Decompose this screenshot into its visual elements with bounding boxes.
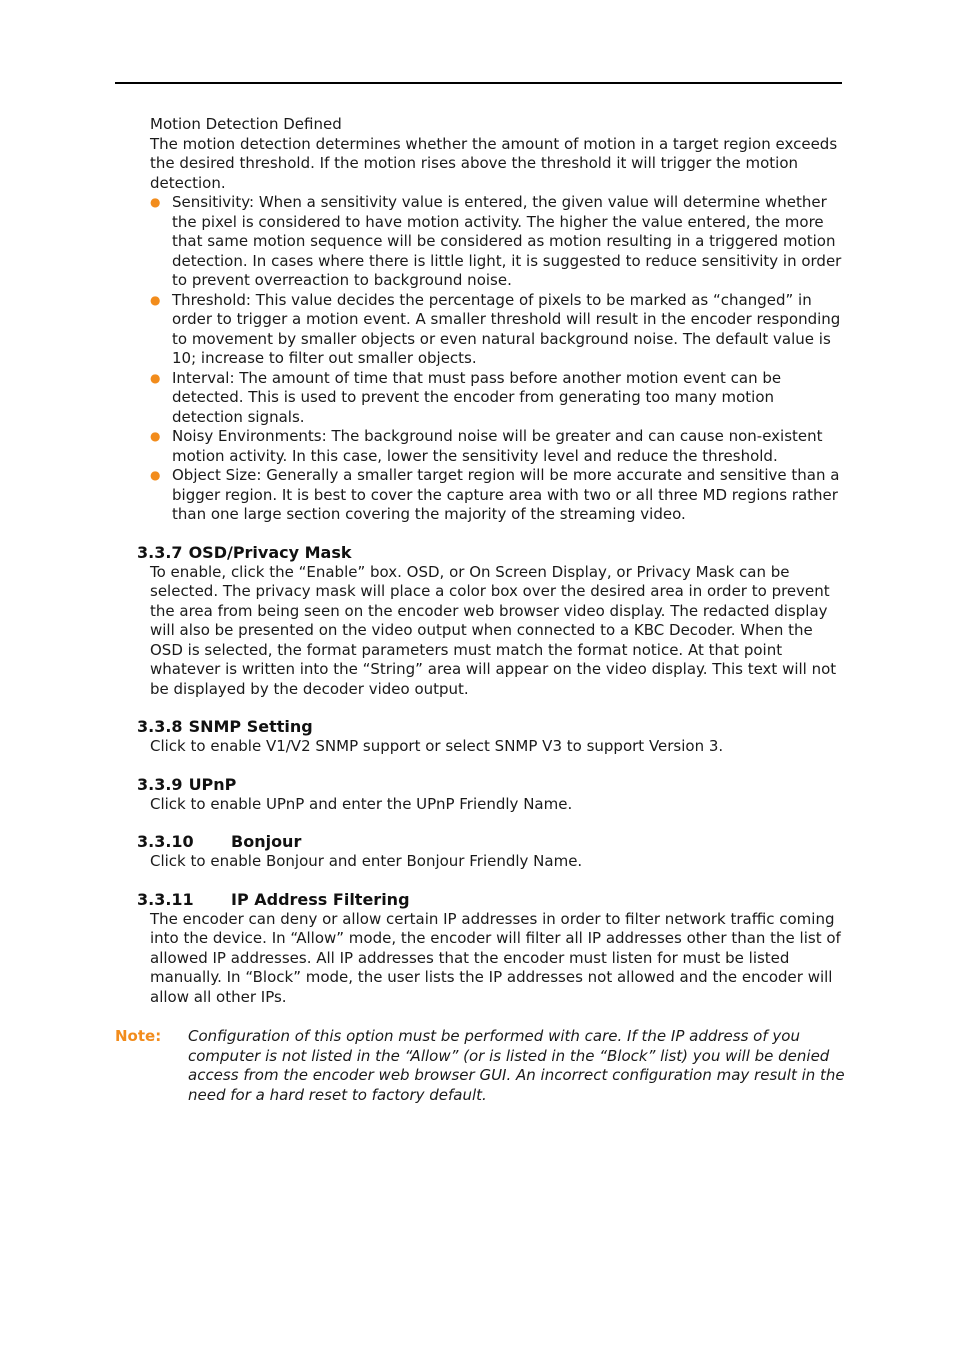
motion-detection-bullet-list (0, 193, 954, 525)
list-item (150, 193, 842, 291)
section-title: UPnP (188, 774, 237, 794)
list-item (150, 427, 842, 466)
bullet-text: Object Size: Generally a smaller target region will be more accurate and sensitive than a bigger region. It is best to cover the capture area with two or all three MD regions rather than one large section covering the majority of the streaming video. (172, 466, 840, 523)
motion-detection-heading: Motion Detection Defined (150, 115, 342, 133)
bullet-icon: ● (150, 292, 161, 307)
section-body-osd: To enable, click the “Enable” box. OSD, or On Screen Display, or Privacy Mask can be selected. The privacy mask will place a color box over the desired area in order to prevent the area from being seen on the encoder web browser video display. The redacted display will also be presented on the video output when connected to a KBC Decoder. When the OSD is selected, the format parameters must match the format notice. At that point whatever is written into the “String” area will appear on the video display. This text will not be displayed by the decoder video output. (150, 562, 837, 698)
section-body-snmp: Click to enable V1/V2 SNMP support or select SNMP V3 to support Version 3. (150, 737, 724, 755)
section-number: 3.3.10 (137, 832, 194, 851)
list-item (150, 290, 842, 369)
bullet-text: Noisy Environments: The background noise will be greater and can cause non-existent motion activity. In this case, lower the sensitivity level and reduce the threshold. (172, 427, 823, 465)
section-title: OSD/Privacy Mask (188, 542, 352, 562)
note-text: Configuration of this option must be performed with care. If the IP address of you computer is not listed in the “Allow” (or is listed in the “Block” list) you will be denied access from the encoder web browser GUI. An incorrect configuration may result in the need for a hard reset to factory default. (188, 1027, 845, 1104)
list-item (150, 466, 842, 525)
note-label: Note: (115, 1027, 162, 1045)
section-number: 3.3.11 (137, 889, 194, 909)
section-heading-snmp (137, 717, 954, 737)
bullet-text: Interval: The amount of time that must pass before another motion event can be detected. This is used to prevent the encoder from generating too many motion detection signals. (172, 368, 782, 426)
section-number: 3.3.8 (137, 717, 183, 736)
page-content (0, 115, 954, 1105)
section-title: SNMP Setting (188, 717, 313, 736)
section-heading-ip-filtering (137, 890, 954, 910)
bullet-icon: ● (150, 195, 161, 209)
section-body-bonjour: Click to enable Bonjour and enter Bonjour Friendly Name. (150, 852, 583, 870)
section-body-ip-filtering: The encoder can deny or allow certain IP addresses in order to filter network traffic coming into the device. In “Allow” mode, the encoder will filter all IP addresses other than the list of allowed IP addresses. All IP addresses that the encoder must listen for must be listed manually. In “Block” mode, the user lists the IP addresses not allowed and the encoder will allow all other IPs. (150, 909, 841, 1006)
section-number: 3.3.7 (137, 542, 183, 562)
section-heading-bonjour (137, 832, 954, 852)
bullet-text: Threshold: This value decides the percentage of pixels to be marked as “changed” in order to trigger a motion event. A smaller threshold will result in the encoder responding to movement by smaller objects or even natural background noise. The default value is 10; increase to filter out smaller objects. (172, 290, 841, 367)
section-heading-upnp (137, 775, 954, 795)
bullet-icon: ● (150, 370, 161, 385)
list-item (150, 368, 842, 428)
header-rule (115, 82, 842, 84)
section-number: 3.3.9 (137, 774, 183, 794)
bullet-icon: ● (150, 429, 161, 443)
motion-detection-intro: The motion detection determines whether the amount of motion in a target region exceeds the desired threshold. If the motion rises above the threshold it will trigger the motion detection. (150, 134, 838, 192)
section-heading-osd (137, 543, 954, 563)
section-title: Bonjour (231, 832, 302, 851)
bullet-text: Sensitivity: When a sensitivity value is entered, the given value will determine whether the pixel is considered to have motion activity. The higher the value entered, the more that same motion sequence will be considered as motion resulting in a triggered motion detection. In cases where there is little light, it is suggested to reduce sensitivity in order to prevent overreaction to background noise. (172, 193, 842, 289)
section-body-upnp: Click to enable UPnP and enter the UPnP Friendly Name. (150, 794, 573, 813)
note-block (0, 1027, 954, 1105)
section-title: IP Address Filtering (231, 889, 410, 909)
bullet-icon: ● (150, 468, 161, 482)
